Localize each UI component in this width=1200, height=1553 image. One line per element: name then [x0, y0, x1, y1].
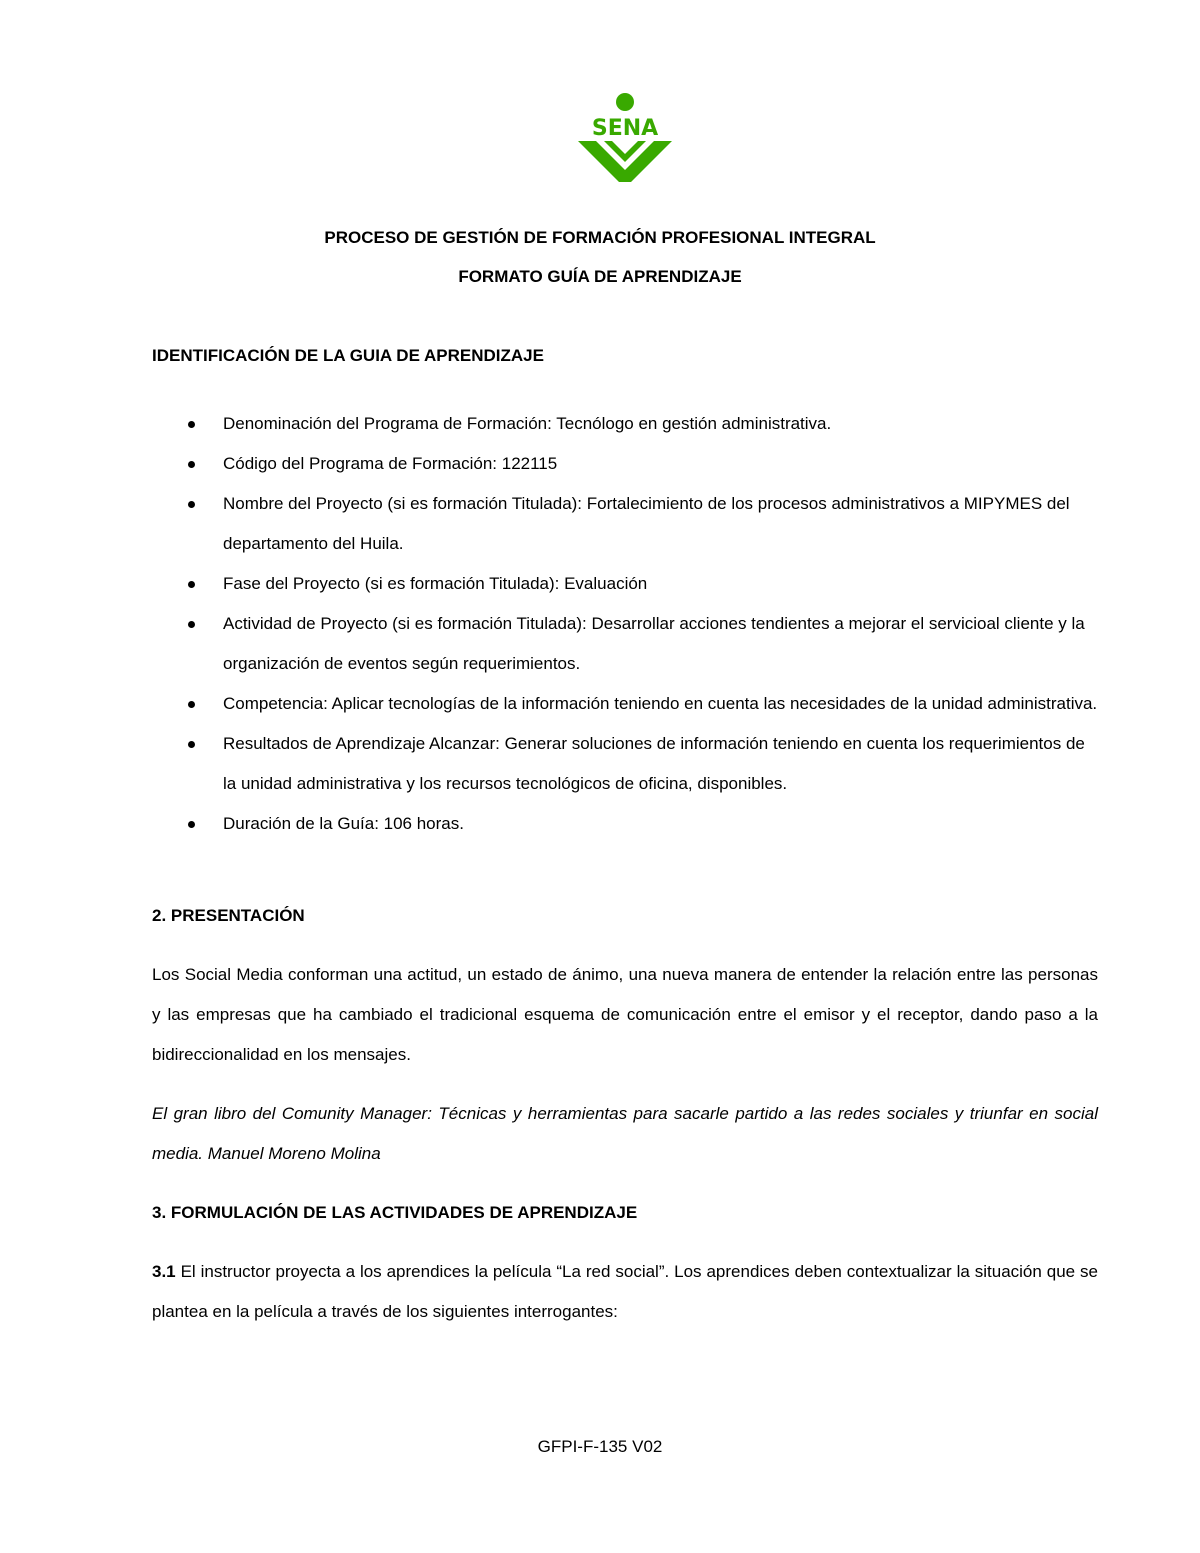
presentation-body: Los Social Media conforman una actitud, un estado de ánimo, una nueva manera de entender la relación entre las personas y las empresas que ha cambiado el tradicional esquema de comunicación entre el emisor y el receptor, dando paso a la bidireccionalidad en los mensajes.: [152, 965, 1098, 1064]
presentation-title: 2. PRESENTACIÓN: [152, 906, 305, 925]
bullet-icon: [188, 701, 195, 708]
list-item: Duración de la Guía: 106 horas.: [152, 804, 1098, 844]
activity-3-1: [152, 1252, 1098, 1332]
bullet-icon: [188, 421, 195, 428]
activities-title: 3. FORMULACIÓN DE LAS ACTIVIDADES DE APRENDIZAJE: [152, 1203, 638, 1222]
identification-title: IDENTIFICACIÓN DE LA GUIA DE APRENDIZAJE: [152, 346, 544, 365]
list-item: Fase del Proyecto (si es formación Titulada): Evaluación: [152, 564, 1098, 604]
activity-number: 3.1: [152, 1262, 176, 1281]
header-title-2: FORMATO GUÍA DE APRENDIZAJE: [458, 267, 742, 286]
logo-text: SENA: [591, 116, 659, 141]
activity-text: El instructor proyecta a los aprendices la película “La red social”. Los aprendices deben contextualizar la situación que se plantea en la película a través de los siguientes interrogantes:: [152, 1262, 1098, 1321]
sena-logo: [576, 92, 674, 186]
list-item: Denominación del Programa de Formación: Tecnólogo en gestión administrativa.: [152, 404, 1098, 444]
sena-logo-icon: [576, 92, 674, 186]
list-item: Nombre del Proyecto (si es formación Titulada): Fortalecimiento de los procesos administrativos a MIPYMES del departamento del Huila.: [152, 484, 1098, 564]
list-item: Código del Programa de Formación: 122115: [152, 444, 1098, 484]
bullet-icon: [188, 621, 195, 628]
footer-code: GFPI-F-135 V02: [537, 1437, 663, 1456]
list-item: Resultados de Aprendizaje Alcanzar: Generar soluciones de información teniendo en cuenta los requerimientos de la unidad administrativa y los recursos tecnológicos de oficina, disponibles.: [152, 724, 1098, 804]
bullet-icon: [188, 461, 195, 468]
bullet-icon: [188, 741, 195, 748]
identification-list: [152, 404, 1098, 844]
bullet-icon: [188, 581, 195, 588]
bullet-icon: [188, 501, 195, 508]
bullet-icon: [188, 821, 195, 828]
presentation-quote: El gran libro del Comunity Manager: Técnicas y herramientas para sacarle partido a las redes sociales y triunfar en social media. Manuel Moreno Molina: [152, 1104, 1098, 1163]
header-title-1: PROCESO DE GESTIÓN DE FORMACIÓN PROFESIONAL INTEGRAL: [324, 228, 876, 247]
list-item: Actividad de Proyecto (si es formación Titulada): Desarrollar acciones tendientes a mejorar el servicioal cliente y la organización de eventos según requerimientos.: [152, 604, 1098, 684]
list-item: Competencia: Aplicar tecnologías de la información teniendo en cuenta las necesidades de la unidad administrativa.: [152, 684, 1098, 724]
